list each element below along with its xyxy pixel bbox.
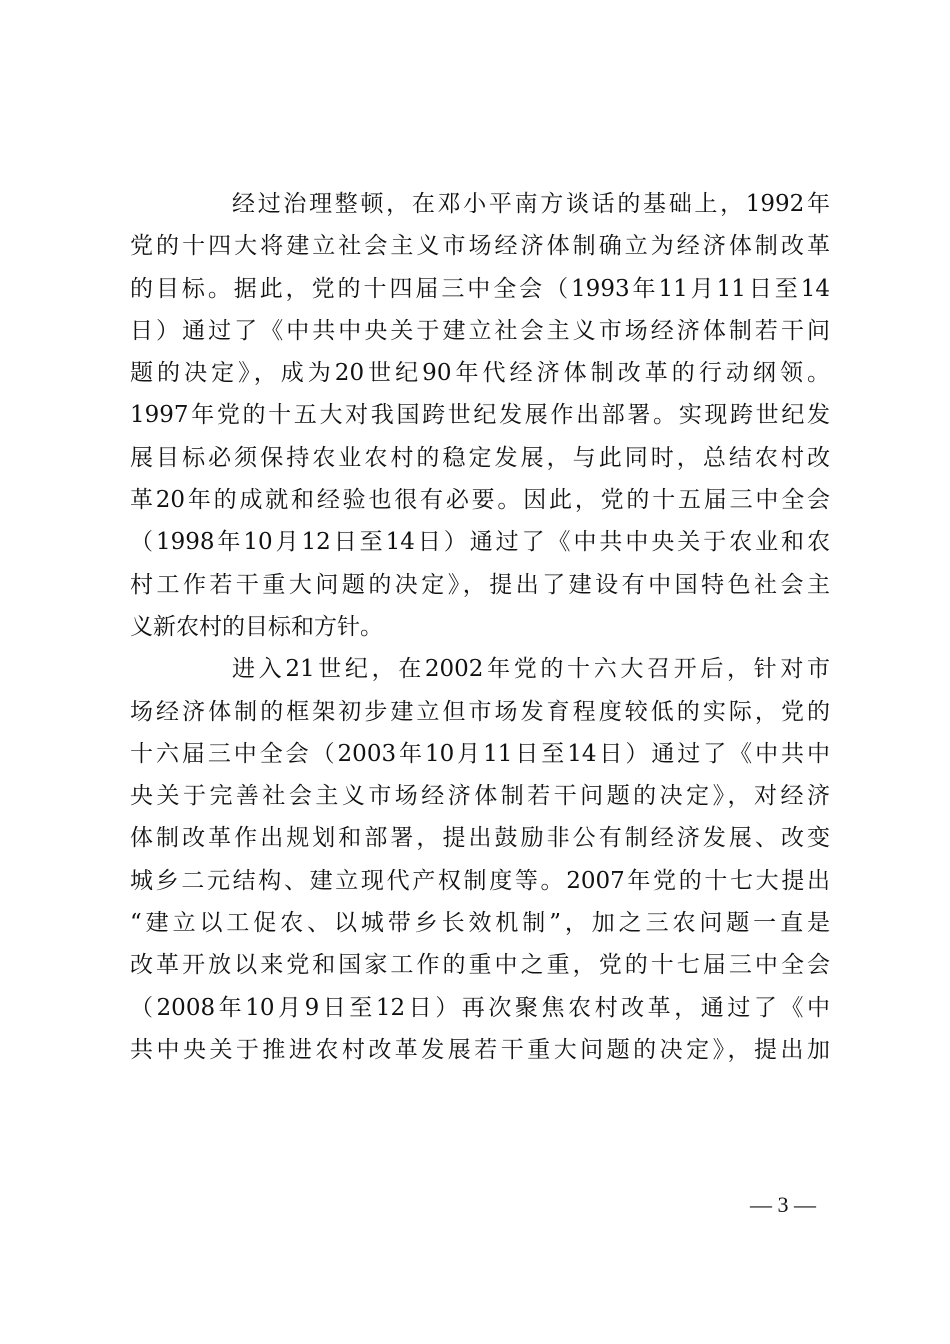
paragraph-line: 村工作若干重大问题的决定》，提出了建设有中国特色社会主 <box>130 571 830 598</box>
paragraph-line: 题的决定》，成为20世纪90年代经济体制改革的行动纲领。 <box>130 360 830 387</box>
paragraph-line: 日）通过了《中共中央关于建立社会主义市场经济体制若干问 <box>130 317 830 344</box>
paragraph-line: “建立以工促农、以城带乡长效机制”，加之三农问题一直是 <box>130 910 830 937</box>
paragraph-2 <box>130 648 830 1071</box>
paragraph-line: （1998年10月12日至14日）通过了《中共中央关于农业和农 <box>130 529 830 556</box>
paragraph-1 <box>130 183 830 648</box>
paragraph-line: 义新农村的目标和方针。 <box>130 613 383 640</box>
paragraph-line: 城乡二元结构、建立现代产权制度等。2007年党的十七大提出 <box>130 867 830 894</box>
paragraph-line: （2008年10月9日至12日）再次聚焦农村改革，通过了《中 <box>130 994 830 1021</box>
paragraph-line: 央关于完善社会主义市场经济体制若干问题的决定》，对经济 <box>130 783 830 810</box>
document-body <box>130 183 830 1071</box>
page-number: — 3 — <box>750 1192 816 1217</box>
paragraph-line: 共中央关于推进农村改革发展若干重大问题的决定》，提出加 <box>130 1036 830 1063</box>
paragraph-line: 场经济体制的框架初步建立但市场发育程度较低的实际，党的 <box>130 698 830 725</box>
paragraph-line: 进入21世纪，在2002年党的十六大召开后，针对市 <box>232 656 830 683</box>
paragraph-line: 改革开放以来党和国家工作的重中之重，党的十七届三中全会 <box>130 952 830 979</box>
paragraph-line: 1997年党的十五大对我国跨世纪发展作出部署。实现跨世纪发 <box>130 402 830 429</box>
paragraph-line: 党的十四大将建立社会主义市场经济体制确立为经济体制改革 <box>130 233 830 260</box>
paragraph-line: 的目标。据此，党的十四届三中全会（1993年11月11日至14 <box>130 275 830 302</box>
paragraph-line: 经过治理整顿，在邓小平南方谈话的基础上，1992年 <box>232 191 830 217</box>
paragraph-line: 体制改革作出规划和部署，提出鼓励非公有制经济发展、改变 <box>130 825 830 852</box>
paragraph-line: 革20年的成就和经验也很有必要。因此，党的十五届三中全会 <box>130 487 830 514</box>
paragraph-line: 展目标必须保持农业农村的稳定发展，与此同时，总结农村改 <box>130 444 830 471</box>
paragraph-line: 十六届三中全会（2003年10月11日至14日）通过了《中共中 <box>130 740 830 767</box>
